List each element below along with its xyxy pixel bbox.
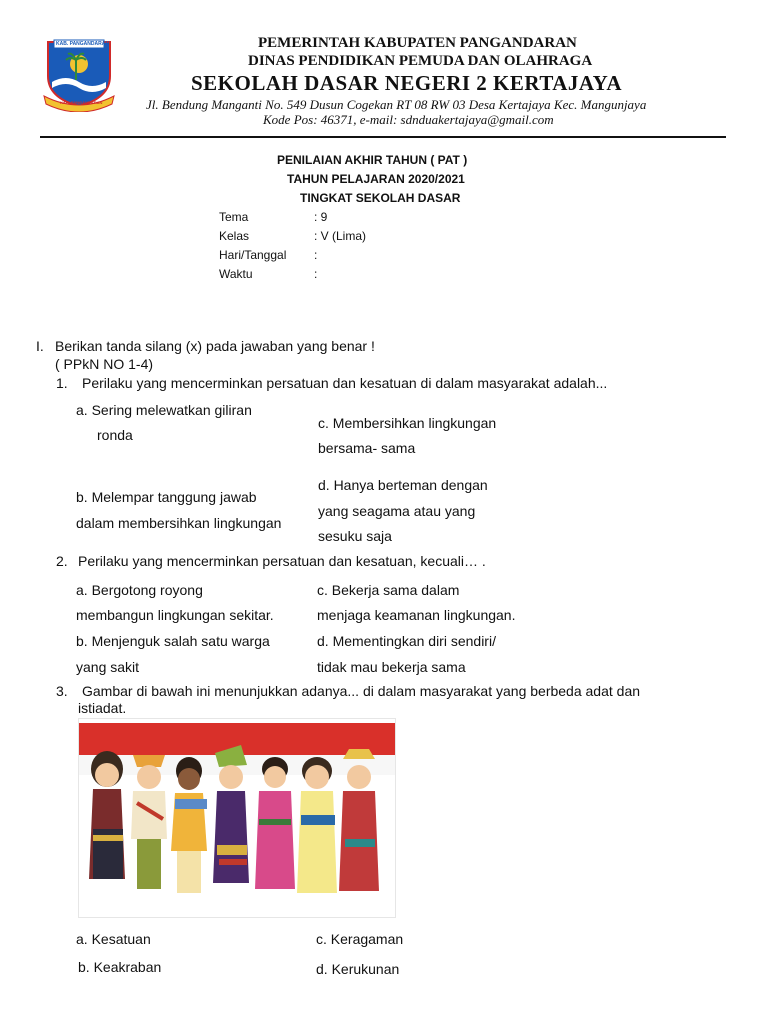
q1-option-a-line2: ronda: [97, 427, 133, 443]
q3-option-c: c. Keragaman: [316, 931, 404, 947]
field-value-waktu: :: [314, 267, 318, 281]
logo-banner-text: KAB. PANGANDARAN: [56, 41, 109, 47]
question-1-number: 1.: [56, 375, 68, 391]
field-label-kelas: Kelas: [219, 229, 250, 243]
question-2-text: Perilaku yang mencerminkan persatuan dan kesatuan, kecuali… .: [78, 553, 486, 569]
q2-option-d-line2: tidak mau bekerja sama: [317, 659, 466, 675]
q3-option-a: a. Kesatuan: [76, 931, 151, 947]
q2-option-a-line2: membangun lingkungan sekitar.: [76, 607, 274, 623]
q1-option-c-line1: c. Membersihkan lingkungan: [318, 415, 497, 431]
school-address: Jl. Bendung Manganti No. 549 Dusun Cogekan RT 08 RW 03 Desa Kertajaya Kec. Mangunjaya: [146, 97, 647, 112]
diversity-illustration: [78, 718, 396, 918]
field-value-tema: : 9: [314, 210, 328, 224]
q1-option-c-line2: bersama- sama: [318, 440, 416, 456]
field-value-kelas: : V (Lima): [314, 229, 367, 243]
regency-logo: [40, 36, 118, 112]
letterhead-divider: [40, 136, 726, 138]
question-3-text-line2: istiadat.: [78, 700, 127, 716]
q1-option-d-line3: sesuku saja: [318, 528, 392, 544]
kop-line2: DINAS PENDIDIKAN PEMUDA DAN OLAHRAGA: [248, 53, 593, 69]
q1-option-d-line2: yang seagama atau yang: [318, 503, 476, 519]
logo-ribbon-text: KAB. PANGANDARAN: [60, 100, 103, 105]
field-label-tema: Tema: [219, 210, 249, 224]
q2-option-a-line1: a. Bergotong royong: [76, 582, 203, 598]
q1-option-b-line2: dalam membersihkan lingkungan: [76, 515, 282, 531]
field-label-hari: Hari/Tanggal: [219, 248, 287, 262]
section-instruction: Berikan tanda silang (x) pada jawaban yang benar !: [55, 338, 375, 354]
q3-option-b: b. Keakraban: [78, 959, 162, 975]
school-contact: Kode Pos: 46371, e-mail: sdnduakertajaya@gmail.com: [263, 112, 554, 127]
q2-option-b-line2: yang sakit: [76, 659, 140, 675]
exam-title: PENILAIAN AKHIR TAHUN ( PAT ): [277, 153, 468, 167]
q1-option-b-line1: b. Melempar tanggung jawab: [76, 489, 257, 505]
section-number: I.: [36, 338, 44, 354]
kop-line1: PEMERINTAH KABUPATEN PANGANDARAN: [258, 35, 577, 51]
question-2-number: 2.: [56, 553, 68, 569]
question-1-text: Perilaku yang mencerminkan persatuan dan kesatuan di dalam masyarakat adalah...: [82, 375, 608, 391]
children-costumes-drawing: [79, 719, 395, 917]
q3-option-d: d. Kerukunan: [316, 961, 400, 977]
q1-option-a-line1: a. Sering melewatkan giliran: [76, 402, 252, 418]
question-3-number: 3.: [56, 683, 68, 699]
q2-option-c-line1: c. Bekerja sama dalam: [317, 582, 460, 598]
q2-option-b-line1: b. Menjenguk salah satu warga: [76, 633, 270, 649]
q2-option-c-line2: menjaga keamanan lingkungan.: [317, 607, 516, 623]
q1-option-d-line1: d. Hanya berteman dengan: [318, 477, 488, 493]
exam-level: TINGKAT SEKOLAH DASAR: [300, 191, 461, 205]
question-3-text-line1: Gambar di bawah ini menunjukkan adanya... di dalam masyarakat yang berbeda adat dan: [82, 683, 641, 699]
section-subtitle: ( PPkN NO 1-4): [55, 356, 154, 372]
field-value-hari: :: [314, 248, 318, 262]
exam-year: TAHUN PELAJARAN 2020/2021: [287, 172, 465, 186]
q2-option-d-line1: d. Mementingkan diri sendiri/: [317, 633, 496, 649]
school-name: SEKOLAH DASAR NEGERI 2 KERTAJAYA: [191, 71, 623, 95]
field-label-waktu: Waktu: [219, 267, 253, 281]
